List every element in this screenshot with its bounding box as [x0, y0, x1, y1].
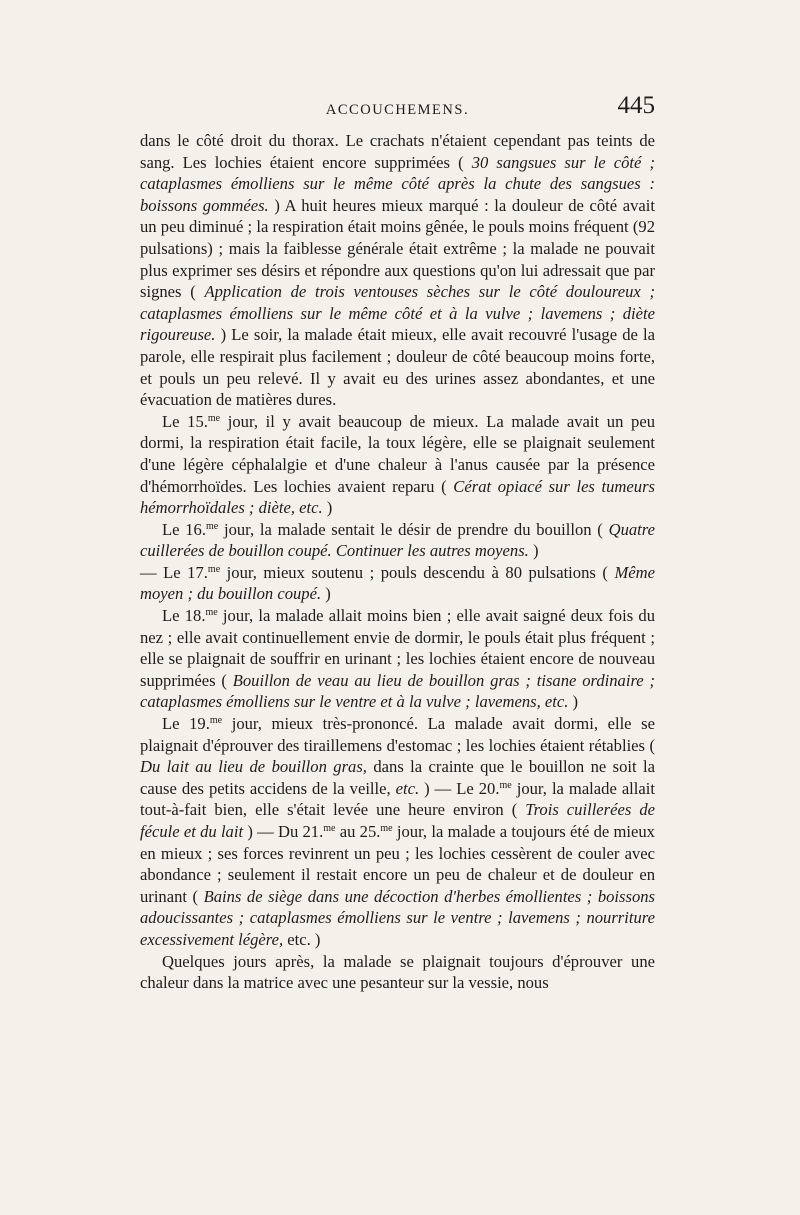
paragraph — [140, 951, 655, 994]
body-text — [140, 130, 655, 994]
paragraph — [140, 519, 655, 562]
text-run: dans le côté droit du thorax. Le crachats n'étaient cependant pas teints de sang. Les lochies étaient encore supprimées ( — [140, 131, 655, 172]
text-run: etc. ) — [283, 929, 321, 949]
italic-run: Bains de siège dans une décoction d'herbes émollientes ; boissons adoucissantes ; cataplasmes émolliens sur le ventre ; lavemens ; nourriture excessivement légère, — [140, 886, 655, 949]
ordinal-superscript: me — [323, 823, 336, 834]
italic-run: etc. — [395, 778, 420, 798]
italic-run: Du lait au lieu de bouillon gras, — [140, 757, 367, 777]
italic-run: Cérat opiacé sur les tumeurs hémorrhoïdales ; diète, etc. — [140, 476, 655, 518]
text-run: ) — Le 20. — [419, 778, 500, 798]
text-run: dans la crainte que le bouillon ne soit la cause des petits accidens de la veille, — [140, 757, 655, 798]
text-run: jour, il y avait beaucoup de mieux. La malade avait un peu dormi, la respiration était facile, la toux légère, elle se plaignait seulement d'une légère céphalalgie et d'une chaleur à l'anus causée par la présence d'hémorrhoïdes. Les lochies avaient reparu ( — [140, 411, 655, 496]
text-run: ) — [528, 541, 539, 561]
text-run: ) A huit heures mieux marqué : la douleur de côté avait un peu diminué ; la respiration était moins gênée, le pouls moins fréquent (92 pulsations) ; mais la faiblesse générale était extrême ; la malade ne pouvait plus exprimer ses désirs et répondre aux questions qu'on lui adressait que par signes ( — [140, 195, 656, 302]
ordinal-superscript: me — [205, 607, 218, 619]
text-run: au 25. — [335, 822, 381, 841]
italic-run: Bouillon de veau au lieu de bouillon gras ; tisane ordinaire ; cataplasmes émolliens sur le ventre et à la vulve ; lavemens, etc. — [140, 670, 655, 712]
text-run: jour, mieux très-prononcé. La malade avait dormi, elle se plaignait d'éprouver des tiraillemens d'estomac ; les lochies étaient rétablies ( — [140, 714, 655, 755]
text-run: ) — Du 21. — [243, 822, 324, 841]
paragraph — [140, 130, 655, 411]
text-run: Le 18. — [162, 606, 206, 626]
text-run: Le 15. — [162, 411, 208, 431]
text-run: jour, mieux soutenu ; pouls descendu à 80 pulsations ( — [220, 562, 615, 582]
paragraph — [140, 411, 655, 519]
text-run: ) — [321, 584, 331, 604]
page-header — [140, 92, 655, 132]
ordinal-superscript: me — [209, 715, 223, 727]
running-title: ACCOUCHEMENS. — [325, 102, 470, 118]
text-run: jour, la malade sentait le désir de prendre du bouillon ( — [218, 519, 609, 539]
text-run: ) — [322, 498, 333, 518]
ordinal-superscript: me — [207, 563, 221, 575]
ordinal-superscript: me — [207, 412, 221, 424]
paragraph — [140, 713, 655, 951]
italic-run: Application de trois ventouses sèches sur le côté douloureux ; cataplasmes émolliens sur le même côté et à la vulve ; lavemens ; diète rigoureuse. — [140, 282, 656, 345]
text-run: Le 16. — [162, 519, 206, 539]
text-run: Quelques jours après, la malade se plaignait toujours d'éprouver une chaleur dans la matrice avec une pesanteur sur la vessie, nous — [140, 951, 655, 993]
text-run: jour, la malade allait tout-à-fait bien, elle s'était levée une heure environ ( — [140, 778, 655, 820]
text-run: jour, la malade a toujours été de mieux en mieux ; ses forces revinrent un peu ; les lochies cessèrent de couler avec abondance ; seulement il restait encore un peu de chaleur et de douleur en urinant ( — [140, 822, 655, 906]
text-run: ) Le soir, la malade était mieux, elle avait recouvré l'usage de la parole, elle respirait plus facilement ; douleur de côté beaucoup moins forte, et pouls un peu relevé. Il y avait eu des urines assez abondantes, et une évacuation de matières dures. — [140, 325, 655, 410]
italic-run: 30 sangsues sur le côté ; cataplasmes émolliens sur le même côté après la chute des sangsues : boissons gommées. — [140, 152, 655, 215]
paragraph — [140, 605, 655, 713]
paragraph — [140, 562, 655, 605]
text-run: Le 19. — [162, 714, 210, 734]
text-run: — Le 17. — [140, 562, 208, 582]
italic-run: Quatre cuillerées de bouillon coupé. Continuer les autres moyens. — [140, 519, 655, 561]
italic-run: Trois cuillerées de fécule et du lait — [140, 800, 655, 841]
ordinal-superscript: me — [499, 779, 512, 791]
italic-run: Même moyen ; du bouillon coupé. — [140, 562, 655, 604]
ordinal-superscript: me — [380, 823, 393, 834]
ordinal-superscript: me — [206, 520, 219, 532]
text-run: ) — [568, 692, 579, 712]
text-run: jour, la malade allait moins bien ; elle avait saigné deux fois du nez ; elle avait continuellement envie de dormir, le pouls était plus fréquent ; elle se plaignait de souffrir en urinant ; les lochies étaient encore de nouveau supprimées ( — [140, 606, 655, 690]
page-number: 445 — [617, 92, 655, 119]
